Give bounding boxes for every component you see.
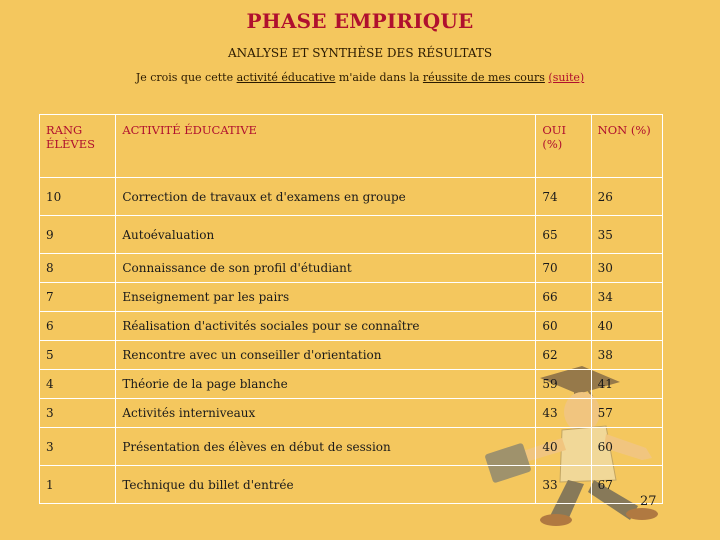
cell-rank: 8 [40, 254, 116, 283]
table-row [40, 178, 663, 216]
cell-activity: Enseignement par les pairs [116, 283, 536, 312]
header-rank-line2: ÉLÈVES [46, 137, 96, 151]
cell-no: 35 [591, 216, 662, 254]
cell-rank: 7 [40, 283, 116, 312]
cell-activity: Théorie de la page blanche [116, 370, 536, 399]
cell-activity: Technique du billet d'entrée [116, 466, 536, 504]
cell-activity: Connaissance de son profil d'étudiant [116, 254, 536, 283]
cell-no: 26 [591, 178, 662, 216]
table-row [40, 399, 663, 428]
header-yes [536, 115, 591, 178]
cell-no: 67 [591, 466, 662, 504]
cell-no: 34 [591, 283, 662, 312]
cell-yes: 66 [536, 283, 591, 312]
header-activity: ACTIVITÉ ÉDUCATIVE [116, 115, 536, 178]
intro-part1: Je crois que cette [135, 71, 237, 84]
header-yes-line1: OUI [542, 123, 567, 137]
cell-no: 38 [591, 341, 662, 370]
intro-success: réussite de mes cours [422, 71, 545, 84]
table-row [40, 216, 663, 254]
cell-yes: 65 [536, 216, 591, 254]
results-table [39, 114, 663, 504]
cell-no: 60 [591, 428, 662, 466]
table-row [40, 466, 663, 504]
cell-rank: 9 [40, 216, 116, 254]
cell-rank: 3 [40, 428, 116, 466]
page-title: PHASE EMPIRIQUE [246, 9, 474, 33]
cell-activity: Rencontre avec un conseiller d'orientation [116, 341, 536, 370]
header-rank-line1: RANG [46, 123, 83, 137]
cell-rank: 4 [40, 370, 116, 399]
cell-activity: Activités interniveaux [116, 399, 536, 428]
cell-yes: 33 [536, 466, 591, 504]
cell-no: 30 [591, 254, 662, 283]
page-subtitle: ANALYSE ET SYNTHÈSE DES RÉSULTATS [227, 46, 493, 60]
cell-yes: 59 [536, 370, 591, 399]
cell-no: 41 [591, 370, 662, 399]
table-row [40, 341, 663, 370]
table-row [40, 283, 663, 312]
cell-no: 57 [591, 399, 662, 428]
header-no: NON (%) [591, 115, 662, 178]
intro-suite: (suite) [548, 71, 585, 84]
header-yes-line2: (%) [542, 137, 563, 151]
intro-sentence [0, 71, 720, 84]
table-row [40, 428, 663, 466]
intro-part2: m'aide dans la [335, 71, 423, 84]
cell-rank: 10 [40, 178, 116, 216]
cell-rank: 3 [40, 399, 116, 428]
table-header-row [40, 115, 663, 178]
cell-yes: 70 [536, 254, 591, 283]
intro-activity: activité éducative [236, 71, 336, 84]
cell-yes: 43 [536, 399, 591, 428]
table-row [40, 254, 663, 283]
cell-no: 40 [591, 312, 662, 341]
page-number: 27 [640, 494, 657, 509]
cell-rank: 5 [40, 341, 116, 370]
cell-yes: 60 [536, 312, 591, 341]
cell-activity: Réalisation d'activités sociales pour se connaître [116, 312, 536, 341]
cell-rank: 6 [40, 312, 116, 341]
cell-yes: 62 [536, 341, 591, 370]
table-row [40, 312, 663, 341]
cell-activity: Correction de travaux et d'examens en groupe [116, 178, 536, 216]
table-row [40, 370, 663, 399]
cell-rank: 1 [40, 466, 116, 504]
header-rank [40, 115, 116, 178]
cell-yes: 74 [536, 178, 591, 216]
cell-yes: 40 [536, 428, 591, 466]
cell-activity: Autoévaluation [116, 216, 536, 254]
cell-activity: Présentation des élèves en début de session [116, 428, 536, 466]
